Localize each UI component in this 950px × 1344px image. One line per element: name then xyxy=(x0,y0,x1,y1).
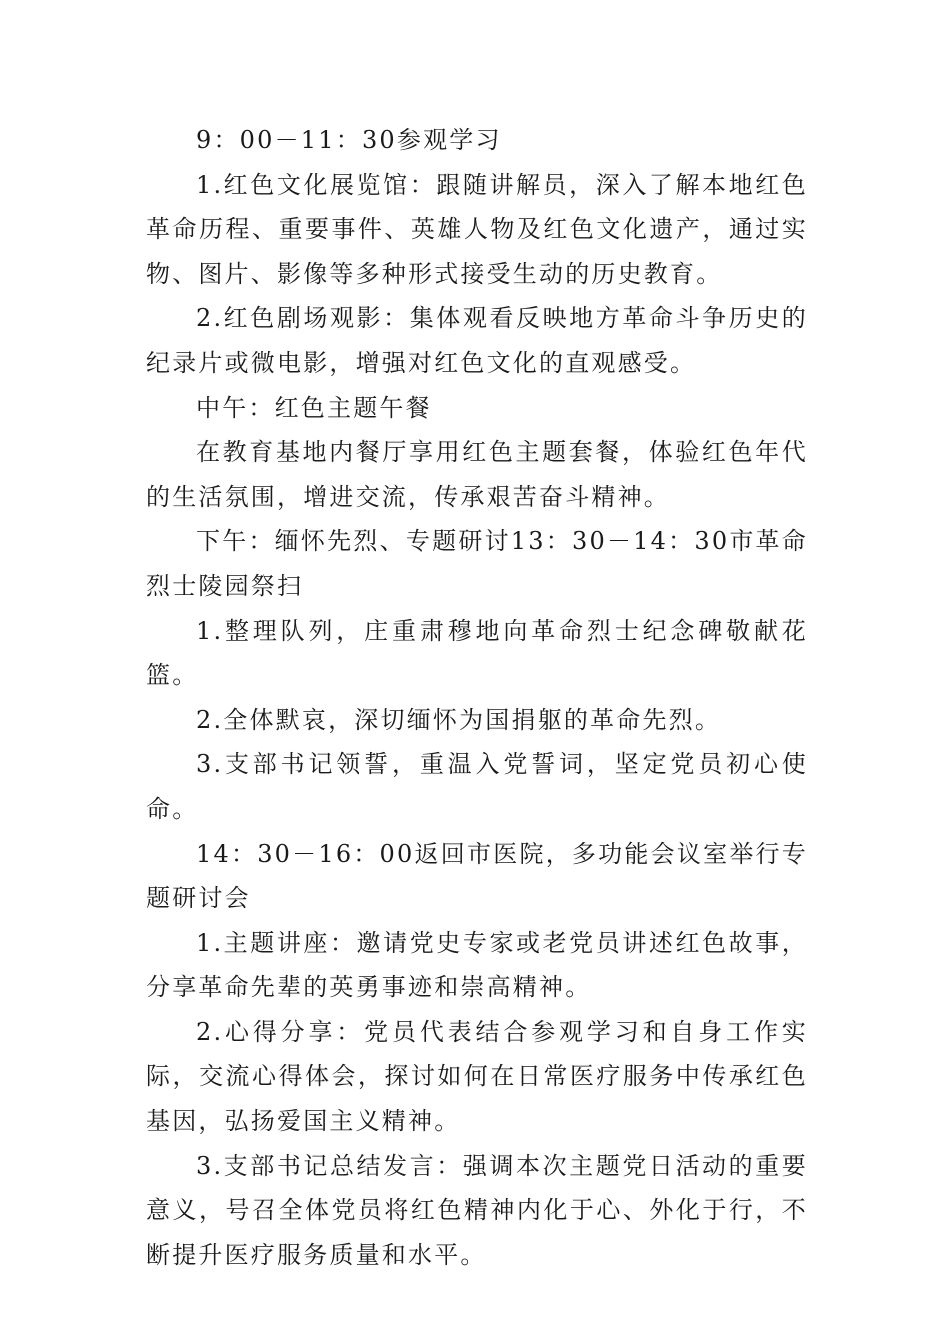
paragraph-summary: 3.支部书记总结发言：强调本次主题党日活动的重要意义，号召全体党员将红色精神内化于心、外化于行，不断提升医疗服务质量和水平。 xyxy=(146,1151,808,1269)
paragraph-sharing: 2.心得分享：党员代表结合参观学习和自身工作实际，交流心得体会，探讨如何在日常医疗服务中传承红色基因，弘扬爱国主义精神。 xyxy=(146,1017,808,1136)
paragraph-red-theater: 2.红色剧场观影：集体观看反映地方革命斗争历史的纪录片或微电影，增强对红色文化的直观感受。 xyxy=(146,304,808,377)
paragraph-lecture: 1.主题讲座：邀请党史专家或老党员讲述红色故事，分享革命先辈的英勇事迹和崇高精神。 xyxy=(146,928,808,1002)
document-body xyxy=(146,118,808,1277)
schedule-heading-noon: 中午：红色主题午餐 xyxy=(196,393,432,422)
schedule-heading-afternoon: 下午：缅怀先烈、专题研讨13：30－14：30市革命烈士陵园祭扫 xyxy=(146,527,808,600)
paragraph-wreath: 1.整理队列，庄重肃穆地向革命烈士纪念碑敬献花篮。 xyxy=(146,616,808,690)
paragraph-lunch: 在教育基地内餐厅享用红色主题套餐，体验红色年代的生活氛围，增进交流，传承艰苦奋斗精神。 xyxy=(146,438,808,511)
paragraph-oath: 3.支部书记领誓，重温入党誓词，坚定党员初心使命。 xyxy=(146,750,808,823)
schedule-heading-morning: 9：00－11：30参观学习 xyxy=(196,126,502,154)
paragraph-silence: 2.全体默哀，深切缅怀为国捐躯的革命先烈。 xyxy=(196,705,722,734)
schedule-heading-seminar: 14：30－16：00返回市医院，多功能会议室举行专题研讨会 xyxy=(146,839,808,913)
paragraph-exhibition-hall: 1.红色文化展览馆：跟随讲解员，深入了解本地红色革命历程、重要事件、英雄人物及红色文化遗产，通过实物、图片、影像等多种形式接受生动的历史教育。 xyxy=(146,170,808,288)
